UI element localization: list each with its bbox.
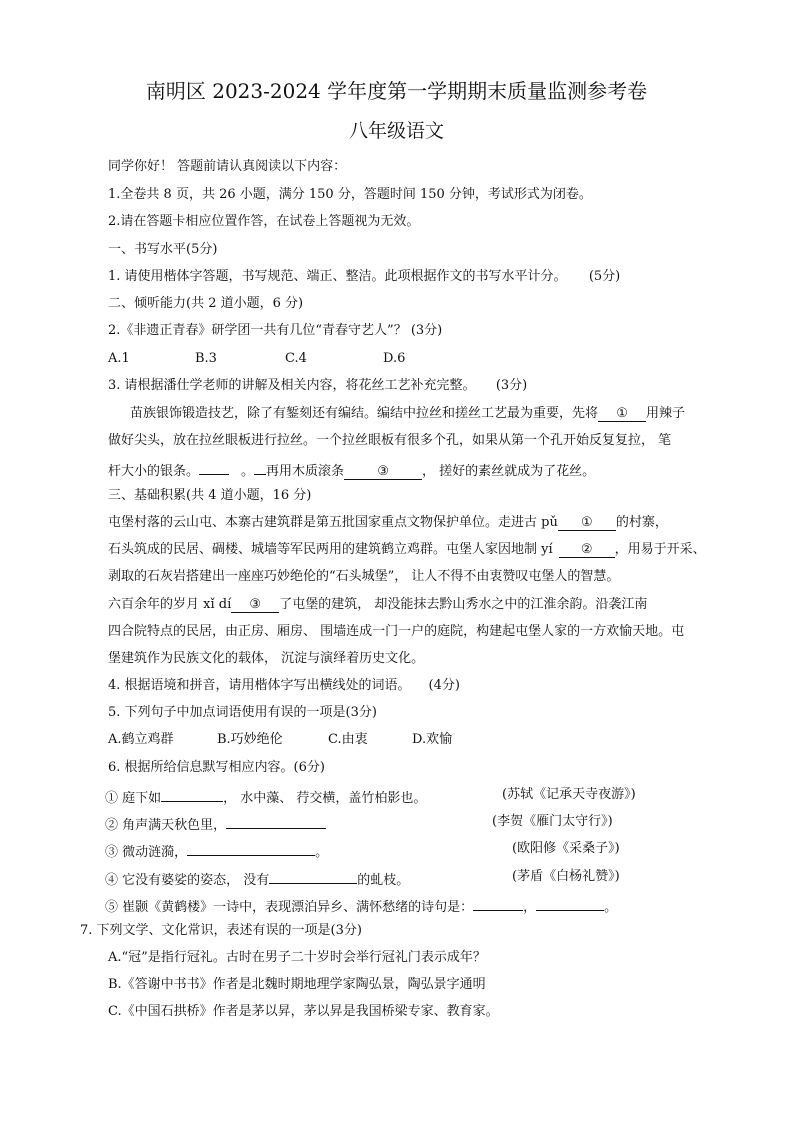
question-2-option-a: A.1 [108, 351, 130, 366]
section-heading-1: 一、书写水平(5分) [108, 242, 218, 257]
recite-item-3: ③ 微动涟漪， 。 [105, 840, 328, 862]
recite-blank-4[interactable] [269, 868, 357, 884]
passage-3-line-3: 堡建筑作为民族文化的载体， 沉淀与演绎着历史文化。 [108, 651, 425, 666]
blank-1[interactable]: ① [598, 406, 646, 422]
recite-source-2: (李贺《雁门太守行》) [492, 814, 613, 829]
question-2-option-d: D.6 [383, 351, 406, 366]
intro-rule-1: 1.全卷共 8 页，共 26 小题，满分 150 分，答题时间 150 分钟，考试形式为闭卷。 [108, 187, 592, 202]
recite-blank-5[interactable] [473, 895, 523, 911]
passage-3-line-2: 四合院特点的民居，由正房、厢房、 围墙连成一门一户的庭院，构建起屯堡人家的一方欢愉天地。屯 [108, 624, 685, 639]
blank-2b[interactable] [254, 459, 266, 475]
question-5-option-d: D.欢愉 [412, 732, 453, 747]
question-3 [108, 377, 527, 395]
section-heading-3: 三、基础积累(共 4 道小题，16 分) [108, 488, 312, 503]
question-7-option-a: A.“冠”是指行冠礼。古时在男子二十岁时会举行冠礼门表示成年？ [108, 950, 486, 965]
exam-subtitle: 八年级语文 [348, 120, 444, 142]
question-5-option-c: C.由衷 [328, 732, 368, 747]
recite-source-3: (欧阳修《采桑子》) [512, 841, 620, 856]
passage-2-line-1: 屯堡村落的云山屯、本寨古建筑群是第五批国家重点文物保护单位。走进古 pǔ ① 的村寨， [108, 515, 668, 530]
section-heading-2: 二、倾听能力(共 2 道小题，6 分) [108, 296, 304, 311]
passage-1-line-2: 做好尖头，放在拉丝眼板进行拉丝。一个拉丝眼板有很多个孔，如果从第一个孔开始反复复拉， 笔 [108, 433, 672, 448]
intro-greeting: 同学你好！ 答题前请认真阅读以下内容： [108, 159, 347, 174]
exam-title: 南明区 2023-2024 学年度第一学期期末质量监测参考卷 [145, 79, 648, 103]
question-7: 7. 下列文学、文化常识，表述有误的一项是(3分) [80, 923, 362, 938]
question-3-text: 3. 请根据潘仕学老师的讲解及相关内容，将花丝工艺补充完整。 [108, 378, 476, 393]
recite-item-5: ⑤ 崔颢《黄鹤楼》一诗中，表现漂泊异乡、满怀愁绪的诗句是： ， 。 [105, 895, 617, 917]
pinyin-blank-2[interactable]: ② [559, 542, 615, 558]
passage-2-line-3: 剥取的石灰岩搭建出一座座巧妙绝伦的“石头城堡”， 让人不得不由衷赞叹屯堡人的智慧。 [108, 569, 620, 584]
question-1-text: 1. 请使用楷体字答题，书写规范、端正、整洁。此项根据作文的书写水平计分。 [108, 269, 567, 284]
question-4: 4. 根据语境和拼音，请用楷体字写出横线处的词语。 (4分) [108, 678, 460, 693]
passage-1-line-1: 苗族银饰锻造技艺，除了有錾刻还有编结。编结中拉丝和搓丝工艺最为重要，先将 ① 用辣子 [130, 406, 686, 421]
blank-2[interactable] [199, 459, 229, 475]
question-2-option-c: C.4 [285, 351, 307, 366]
recite-item-1: ① 庭下如 ， 水中藻、 荇交横，盖竹柏影也。 [105, 786, 426, 808]
question-1 [108, 268, 620, 286]
question-2: 2.《非遗正青春》研学团一共有几位“青春守艺人”？ (3分) [108, 323, 443, 338]
recite-source-1: (苏轼《记承天寺夜游》) [502, 787, 636, 802]
recite-blank-3[interactable] [187, 840, 315, 856]
recite-source-4: (茅盾《白杨礼赞》) [512, 869, 620, 884]
pinyin-blank-1[interactable]: ① [558, 515, 616, 531]
question-6: 6. 根据所给信息默写相应内容。(6分) [108, 760, 325, 775]
question-2-option-b: B.3 [195, 351, 217, 366]
intro-rule-2: 2.请在答题卡相应位置作答，在试卷上答题视为无效。 [108, 214, 420, 229]
question-5: 5. 下列句子中加点词语使用有误的一项是(3分) [108, 705, 377, 720]
question-3-score: (3分) [495, 378, 528, 393]
recite-blank-1[interactable] [161, 786, 223, 802]
question-5-option-b: B.巧妙绝伦 [217, 732, 283, 747]
recite-blank-6[interactable] [536, 895, 604, 911]
question-7-option-b: B.《答谢中书书》作者是北魏时期地理学家陶弘景，陶弘景字通明 [108, 977, 486, 992]
question-5-option-a: A.鹤立鸡群 [108, 732, 174, 747]
blank-3[interactable]: ③ [344, 464, 422, 480]
recite-item-2: ② 角声满天秋色里， [105, 813, 326, 835]
passage-1-line-3: 杆大小的银条。 。 再用木质滚条 ③ ， 搓好的素丝就成为了花丝。 [108, 459, 595, 481]
question-1-score: (5分) [588, 269, 621, 284]
recite-item-4: ④ 它没有婆娑的姿态， 没有 的虬枝。 [105, 868, 409, 890]
passage-2-line-2: 石头筑成的民居、碉楼、城墙等军民两用的建筑鹤立鸡群。屯堡人家因地制 yí ② ，用易于开采、 [108, 542, 706, 557]
pinyin-blank-3[interactable]: ③ [231, 597, 279, 613]
recite-blank-2[interactable] [226, 813, 326, 829]
passage-3-line-1: 六百余年的岁月 xǐ dí ③ 了屯堡的建筑， 却没能抹去黔山秀水之中的江淮余韵。沿袭江南 [108, 597, 648, 612]
question-7-option-c: C.《中国石拱桥》作者是茅以昇，茅以昇是我国桥梁专家、教育家。 [108, 1004, 499, 1019]
